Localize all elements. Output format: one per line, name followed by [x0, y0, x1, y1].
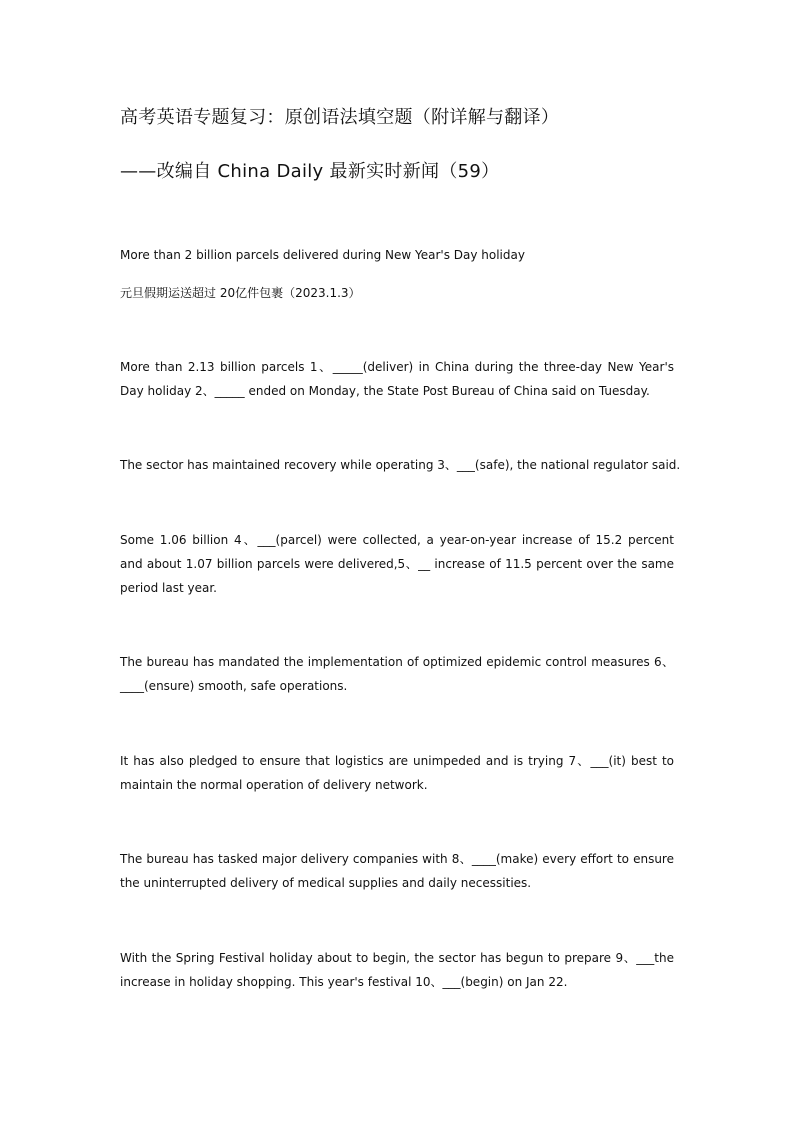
- paragraph-7: With the Spring Festival holiday about to begin, the sector has begun to prepare 9、___the increase in holiday shopping. This year's festival 10、___(begin) on Jan 22.: [120, 951, 674, 989]
- document-subtitle: ——改编自 China Daily 最新实时新闻（59）: [120, 161, 500, 182]
- paragraph-1: More than 2.13 billion parcels 1、_____(deliver) in China during the three-day New Year's Day holiday 2、_____ ended on Monday, the State Post Bureau of China said on Tuesday.: [120, 360, 674, 398]
- paragraph-5: It has also pledged to ensure that logistics are unimpeded and is trying 7、___(it) best to maintain the normal operation of delivery network.: [120, 754, 674, 792]
- paragraph-3: Some 1.06 billion 4、___(parcel) were collected, a year-on-year increase of 15.2 percent and about 1.07 billion parcels were delivered,5、__ increase of 11.5 percent over the same period last year.: [120, 533, 674, 595]
- paragraph-2: The sector has maintained recovery while operating 3、___(safe), the national regulator said.: [120, 458, 681, 472]
- document-title: 高考英语专题复习：原创语法填空题（附详解与翻译）: [120, 107, 560, 128]
- paragraph-6: The bureau has tasked major delivery companies with 8、____(make) every effort to ensure the uninterrupted delivery of medical supplies and daily necessities.: [120, 852, 674, 890]
- headline-english: More than 2 billion parcels delivered during New Year's Day holiday: [120, 248, 525, 262]
- headline-chinese: 元旦假期运送超过 20亿件包裹（2023.1.3）: [120, 286, 361, 300]
- paragraph-4: The bureau has mandated the implementation of optimized epidemic control measures 6、____(ensure) smooth, safe operations.: [120, 655, 674, 693]
